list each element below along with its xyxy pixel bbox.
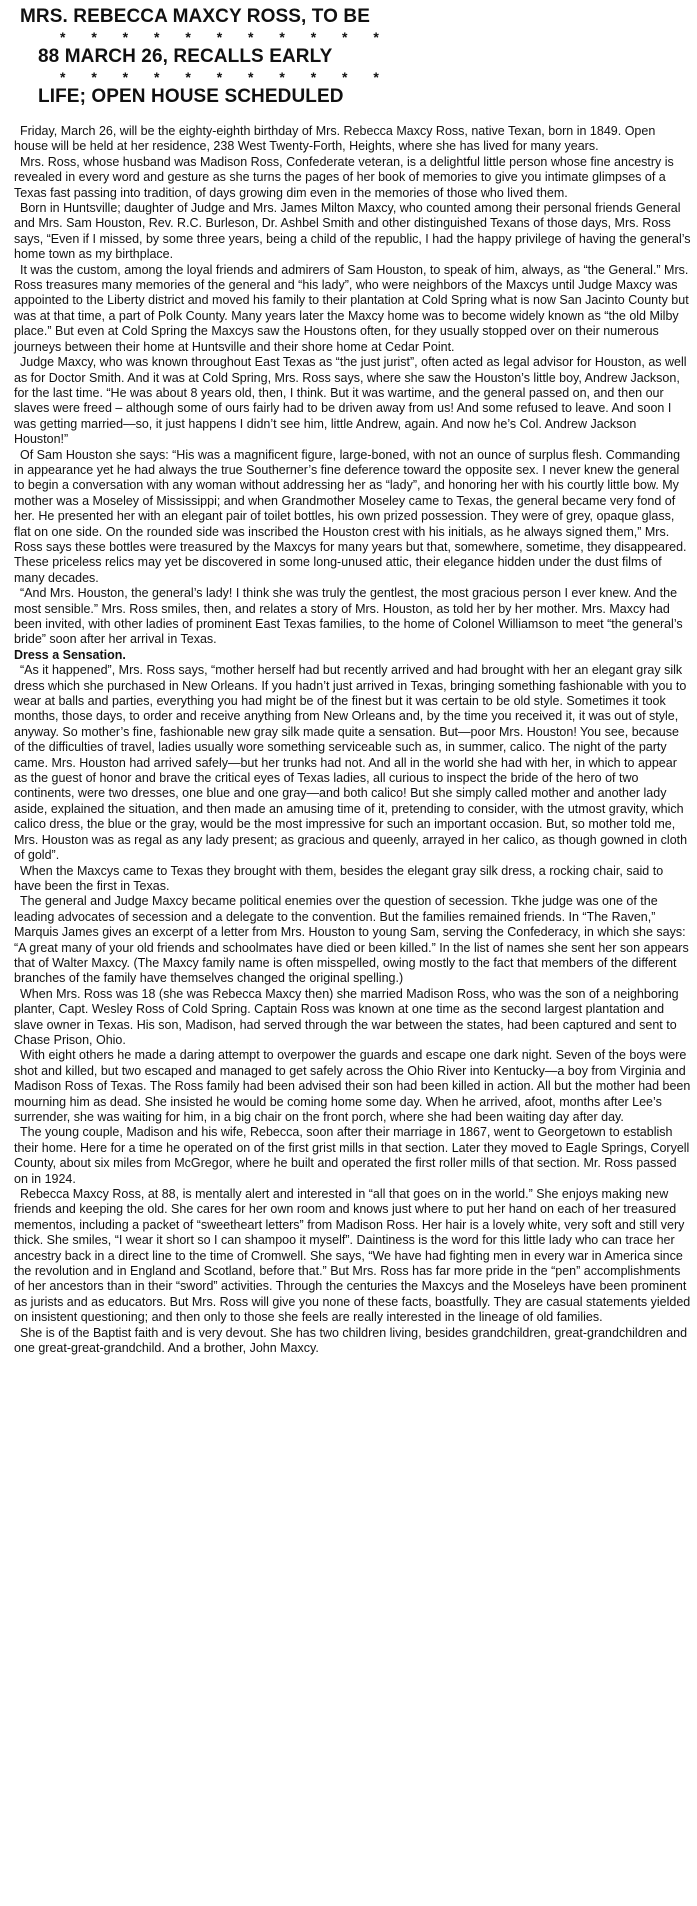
article-paragraph: Born in Huntsville; daughter of Judge and Mrs. James Milton Maxcy, who counted among their personal friends General and Mrs. Sam Houston, Rev. R.C. Burleson, Dr. Ashbel Smith and other distinguished Texans of those days, Mrs. Ross says, “Even if I missed, by some three years, being a child of the republic, I had the happy privilege of having the general’s home town as my birthplace. — [14, 201, 691, 262]
article-body — [14, 124, 691, 1357]
article-paragraph: When the Maxcys came to Texas they brought with them, besides the elegant gray silk dress, a rocking chair, said to have been the first in Texas. — [14, 863, 664, 893]
article-paragraph: “And Mrs. Houston, the general’s lady! I think she was truly the gentlest, the most gracious person I ever knew. And the most sensible.” Mrs. Ross smiles, then, and relates a story of Mrs. Houston, as told her by her mother. Mrs. Maxcy had been invited, with other ladies of prominent East Texas families, to the home of Colonel Williamson to meet “the general’s bride” soon after her arrival in Texas. — [14, 586, 683, 647]
article-paragraph: Mrs. Ross, whose husband was Madison Ross, Confederate veteran, is a delightful little person whose fine ancestry is revealed in every word and gesture as she turns the pages of her book of memories to give you intimate glimpses of a Texas fast passing into tradition, of days growing dim even in the memories of those who lived them. — [14, 154, 674, 200]
article-paragraph: She is of the Baptist faith and is very devout. She has two children living, besides grandchildren, great-grandchildren and one great-great-grandchild. And a brother, John Maxcy. — [14, 1325, 688, 1356]
headline-line-1: MRS. REBECCA MAXCY ROSS, TO BE — [20, 6, 370, 27]
article-paragraph: The general and Judge Maxcy became political enemies over the question of secession. Tkhe judge was one of the leading advocates of secession and a delegate to the convention. But the families remained friends. In “The Raven,” Marquis James gives an excerpt of a letter from Mrs. Houston to young Sam, serving the Confederacy, in which she says: “A great many of your old friends and schoolmates have died or been killed.” In the list of names she sent her son appears that of Walter Maxcy. (The Maxcy family name is often misspelled, owing mostly to the fact that members of the different branches of the family have themselves changed the original spelling.) — [14, 894, 689, 986]
article-subhead: Dress a Sensation. — [14, 647, 126, 662]
headline-line-3: LIFE; OPEN HOUSE SCHEDULED — [38, 86, 344, 107]
article-paragraph: It was the custom, among the loyal friends and admirers of Sam Houston, to speak of him, always, as “the General.” Mrs. Ross treasures many memories of the general and “his lady”, who were neighbors of the Maxcys until Judge Maxcy was appointed to the Liberty district and moved his family to their plantation at Cold Spring what is now San Jacinto County but was at that time, a part of Polk County. Many years later the Maxcy home was to become widely known as “the old Milby place.” But even at Cold Spring the Maxcys saw the Houstons often, for they usually stopped over on their numerous journeys between their home at Huntsville and their shore home at Cedar Point. — [14, 262, 689, 354]
article-paragraph: Rebecca Maxcy Ross, at 88, is mentally alert and interested in “all that goes on in the world.” She enjoys making new friends and keeping the old. She cares for her own room and knows just where to put her hand on each of her treasured mementos, including a packet of “sweetheart letters” from Madison Ross. Her hair is a lovely white, very soft and still very thick. She smiles, “I wear it short so I can shampoo it myself”. Daintiness is the word for this little lady who can trace her ancestry back in a direct line to the time of Cromwell. She says, “We have had fighting men in every war in America since the revolution and in England and Scotland, before that.” But Mrs. Ross has far more pride in the “pen” accomplishments of her ancestors than in their “sword” activities. Through the centuries the Maxcys and the Moseleys have been prominent as jurists and as educators. But Mrs. Ross will give you none of these facts, boastfully. They are casual statements yielded on insistent questioning; and then only to those she feels are really interested in the lineage of old families. — [14, 1187, 691, 1325]
article-paragraph: Friday, March 26, will be the eighty-eighth birthday of Mrs. Rebecca Maxcy Ross, native Texan, born in 1849. Open house will be held at her residence, 238 West Twenty-Forth, Heights, where she has lived for many years. — [14, 124, 656, 154]
article-paragraph: When Mrs. Ross was 18 (she was Rebecca Maxcy then) she married Madison Ross, who was the son of a neighboring planter, Capt. Wesley Ross of Cold Spring. Captain Ross was known at one time as the second largest plantation and slave owner in Texas. His son, Madison, had served through the war between the states, had been captured and sent to Chase Prison, Ohio. — [14, 986, 679, 1047]
article-paragraph: Judge Maxcy, who was known throughout East Texas as “the just jurist”, often acted as legal advisor for Houston, as well as for Doctor Smith. And it was at Cold Spring, Mrs. Ross says, where she saw the Houston’s little boy, Andrew Jackson, for the last time. “He was about 8 years old, then, I think. But it was wartime, and the general passed on, and then our slaves were freed – although some of ours fairly had to be driven away from us! And some refused to leave. And soon I was getting married—so, it just happens I didn’t see him, little Andrew, again. And now he’s Col. Andrew Jackson Houston!” — [14, 355, 687, 447]
headline-line-2: 88 MARCH 26, RECALLS EARLY — [38, 46, 333, 67]
article-paragraph: “As it happened”, Mrs. Ross says, “mother herself had but recently arrived and had brought with her an elegant gray silk dress which she purchased in New Orleans. If you hadn’t just arrived in Texas, bringing something fashionable with you to wear at balls and parties, everything you had might be of the finest but it was certain to be old style. Sometimes it took months, those days, to order and receive anything from New Orleans and, by the time you received it, it was out of style, anyway. So mother’s fine, fashionable new gray silk made quite a sensation. But—poor Mrs. Houston! You see, because of the difficulties of travel, ladies usually wore something serviceable such as, in summer, calico. The night of the party came. Mrs. Houston had arrived safely—but her trunks had not. And all in the world she had with her, in which to appear as the guest of honor and brave the critical eyes of Texas ladies, all curious to inspect the bride of the hero of two continents, were two dresses, one blue and one gray—and both calico! But she simply called mother and another lady aside, explained the situation, and then made an amusing time of it, pretending to consider, with the utmost gravity, which calico dress, the blue or the gray, would be the most impressive for such an important occasion. But, so mother told me, Mrs. Houston was as regal as any lady present; as gracious and queenly, arrayed in her calico, as though gowned in cloth of gold”. — [14, 663, 688, 863]
article-paragraph: Of Sam Houston she says: “His was a magnificent figure, large-boned, with not an ounce of surplus flesh. Commanding in appearance yet he had always the true Southerner’s fine deference toward the opposite sex. I never knew the general to begin a conversation with any woman without addressing her as “lady”, and honoring her with his courtly little bow. My mother was a Moseley of Mississippi; and when Grandmother Moseley came to Texas, the general became very fond of her. He presented her with an elegant pair of toilet bottles, his own prized possession. They were of grey, opaque glass, flat on one side. On the rounded side was inscribed the Houston crest with his initials, as he always signed them,” Mrs. Ross says these bottles were treasured by the Maxcys for many years but that, somewhere, sometime, they disappeared. These priceless relics may yet be discovered in some long-unused attic, their elegance hidden under the dust films of many decades. — [14, 447, 687, 585]
article-paragraph: With eight others he made a daring attempt to overpower the guards and escape one dark night. Seven of the boys were shot and killed, but two escaped and managed to get safely across the Ohio River into Kentucky—a boy from Virginia and Madison Ross of Texas. The Ross family had been advised their son had been killed in action. All but the mother had been mourning him as dead. She insisted he would be coming home some day. When he arrived, afoot, months after Lee’s surrender, she was waiting for him, in a big chair on the front porch, where she had been waiting day after day. — [14, 1048, 691, 1124]
headline-star-divider-2: * * * * * * * * * * * — [60, 69, 379, 85]
article-paragraph: The young couple, Madison and his wife, Rebecca, soon after their marriage in 1867, went to Georgetown to establish their home. Here for a time he operated on of the first grist mills in that section. Later they moved to Eagle Springs, Coryell County, about six miles from McGregor, where he built and operated the first roller mills of that section. Mr. Ross passed on in 1924. — [14, 1125, 690, 1186]
headline-star-divider-1: * * * * * * * * * * * — [60, 29, 379, 45]
